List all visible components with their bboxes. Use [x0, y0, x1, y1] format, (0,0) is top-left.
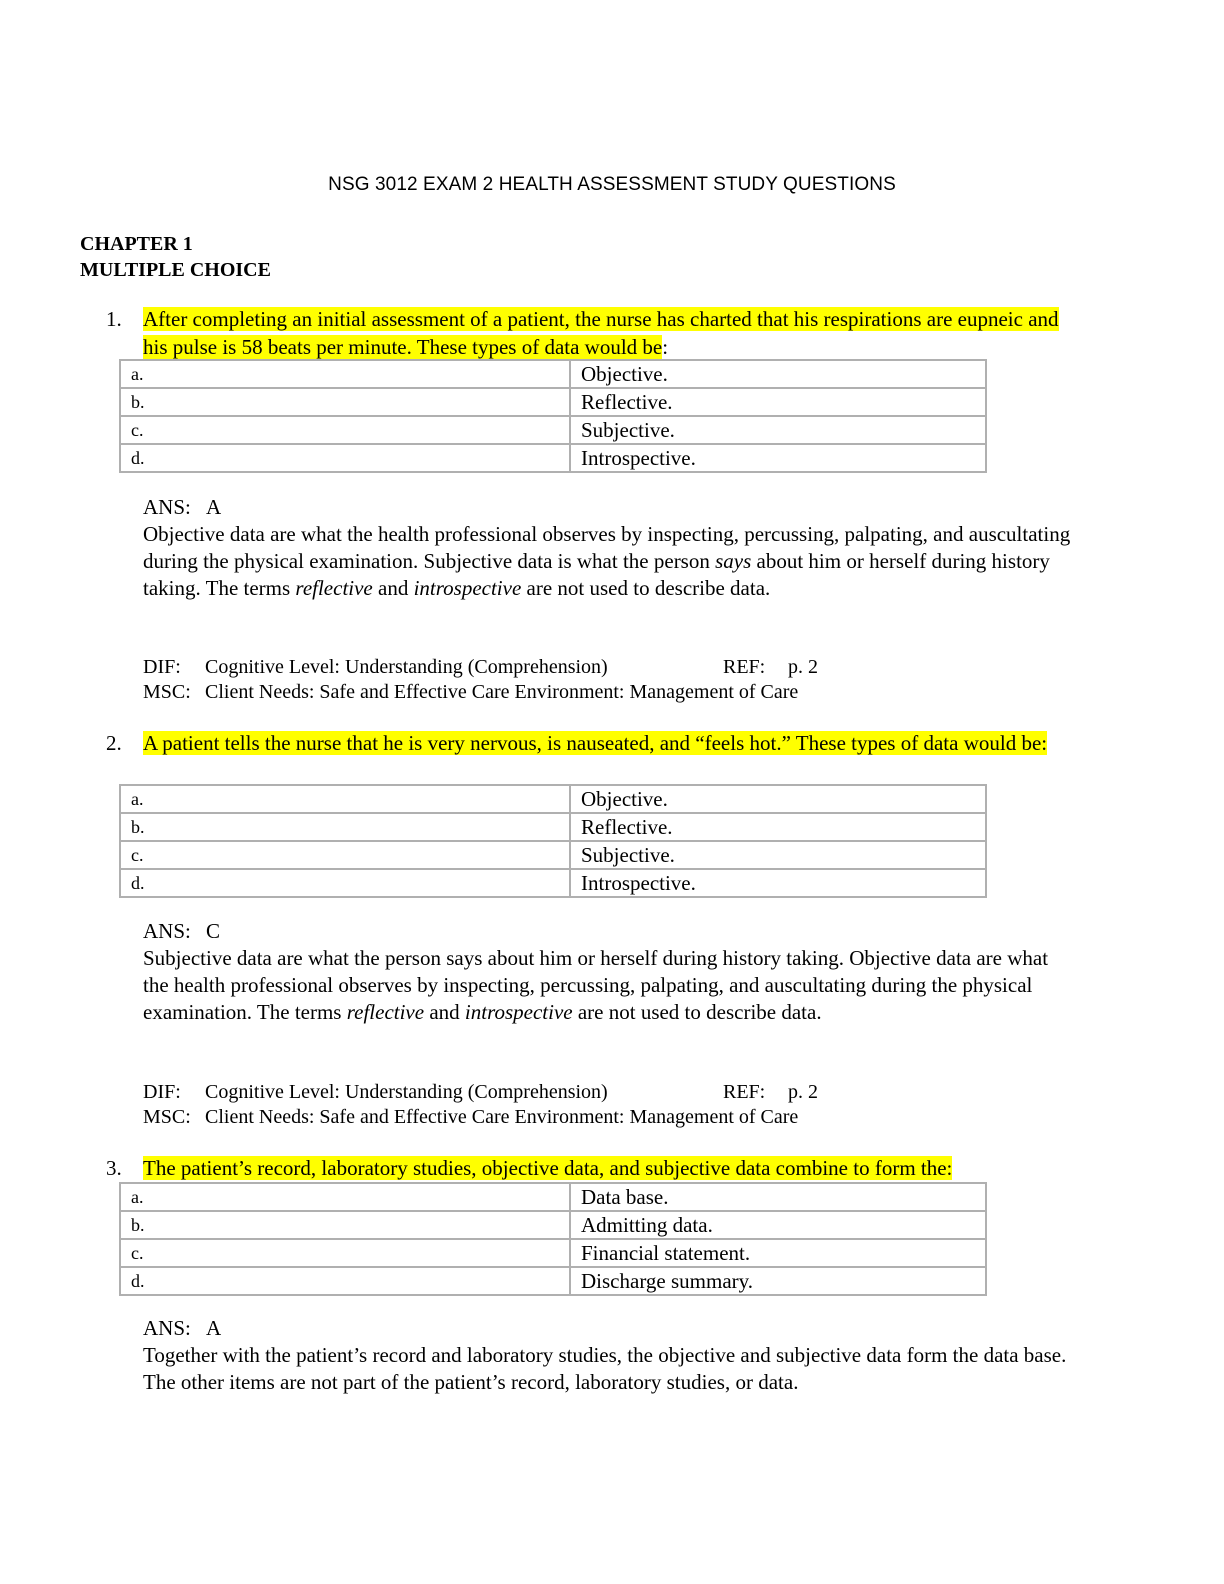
rationale-run: about him or herself during history taking. The terms — [143, 549, 1050, 600]
choice-letter: b. — [120, 813, 570, 841]
choice-row — [120, 444, 986, 472]
choice-text: Objective. — [570, 785, 986, 813]
choice-letter: a. — [120, 360, 570, 388]
choices-table-1 — [119, 359, 987, 473]
dif-row — [143, 1080, 1073, 1105]
choice-letter: c. — [120, 841, 570, 869]
msc-label: MSC: — [143, 681, 191, 703]
msc-value: Client Needs: Safe and Effective Care Environment: Management of Care — [205, 1106, 799, 1128]
choice-text: Subjective. — [570, 841, 986, 869]
answer-value: A — [206, 495, 222, 519]
choice-row — [120, 1211, 986, 1239]
highlighted-stem: A patient tells the nurse that he is very nervous, is nauseated, and “feels hot.” These types of data would be: — [143, 731, 1048, 755]
highlighted-stem: After completing an initial assessment of a patient, the nurse has charted that his respirations are eupneic and his pulse is 58 beats per minute. These types of data would be — [143, 307, 1059, 359]
section-title: MULTIPLE CHOICE — [80, 259, 271, 281]
rationale-run: Together with the patient’s record and laboratory studies, the objective and subjective data form the data base. The other items are not part of the patient’s record, laboratory studies, or data. — [143, 1343, 1067, 1394]
rationale-run: and — [372, 576, 414, 600]
choice-text: Admitting data. — [570, 1211, 986, 1239]
choices-table-2 — [119, 784, 987, 898]
choice-letter: d. — [120, 444, 570, 472]
choice-text: Data base. — [570, 1183, 986, 1211]
ref-label: REF: — [723, 1081, 766, 1103]
question-number: 2. — [106, 731, 122, 755]
document-title: NSG 3012 EXAM 2 HEALTH ASSESSMENT STUDY QUESTIONS — [328, 174, 896, 195]
highlighted-stem: The patient’s record, laboratory studies, objective data, and subjective data combine to form the: — [143, 1156, 953, 1180]
question-stem — [143, 1154, 1073, 1182]
dif-label: DIF: — [143, 1081, 181, 1103]
answer-block-3 — [143, 1315, 1073, 1396]
choice-letter: c. — [120, 416, 570, 444]
choices-table-3 — [119, 1182, 987, 1296]
choice-text: Introspective. — [570, 444, 986, 472]
question-number: 3. — [106, 1156, 122, 1180]
choice-text: Objective. — [570, 360, 986, 388]
rationale-run: and — [424, 1000, 465, 1024]
choice-letter: a. — [120, 1183, 570, 1211]
rationale-text — [143, 945, 1073, 1026]
ref-value: p. 2 — [788, 656, 818, 678]
answer-block-2 — [143, 918, 1073, 1026]
answer-label: ANS: — [143, 919, 191, 943]
msc-row — [143, 680, 1073, 705]
choice-letter: a. — [120, 785, 570, 813]
rationale-text — [143, 521, 1073, 602]
choice-text: Reflective. — [570, 813, 986, 841]
italic-term: says — [715, 549, 752, 573]
italic-term: introspective — [464, 1000, 573, 1024]
choice-row — [120, 1239, 986, 1267]
choice-text: Subjective. — [570, 416, 986, 444]
dif-row — [143, 655, 1073, 680]
choice-row — [120, 360, 986, 388]
choice-letter: b. — [120, 388, 570, 416]
choice-text: Reflective. — [570, 388, 986, 416]
ref-label: REF: — [723, 656, 766, 678]
answer-line — [143, 918, 1073, 945]
choice-row — [120, 416, 986, 444]
choice-letter: d. — [120, 1267, 570, 1295]
question-stem — [143, 729, 1073, 757]
choice-row — [120, 1183, 986, 1211]
answer-line — [143, 494, 1073, 521]
meta-block-1 — [143, 655, 1073, 705]
answer-label: ANS: — [143, 1316, 191, 1340]
chapter-title: CHAPTER 1 — [80, 233, 193, 255]
answer-block-1 — [143, 494, 1073, 602]
msc-row — [143, 1105, 1073, 1130]
choice-row — [120, 1267, 986, 1295]
msc-value: Client Needs: Safe and Effective Care Environment: Management of Care — [205, 681, 799, 703]
chapter-heading — [80, 231, 271, 283]
italic-term: reflective — [346, 1000, 425, 1024]
choice-letter: b. — [120, 1211, 570, 1239]
choice-letter: d. — [120, 869, 570, 897]
answer-value: A — [206, 1316, 222, 1340]
question-number: 1. — [106, 307, 122, 331]
ref-value: p. 2 — [788, 1081, 818, 1103]
msc-label: MSC: — [143, 1106, 191, 1128]
question-stem — [143, 305, 1073, 361]
choice-row — [120, 388, 986, 416]
choice-row — [120, 813, 986, 841]
choice-row — [120, 785, 986, 813]
answer-value: C — [206, 919, 221, 943]
rationale-run: are not used to describe data. — [572, 1000, 822, 1024]
dif-value: Cognitive Level: Understanding (Comprehension) — [205, 656, 608, 678]
answer-line — [143, 1315, 1073, 1342]
stem-tail: : — [662, 335, 669, 359]
rationale-run: are not used to describe data. — [521, 576, 771, 600]
rationale-text — [143, 1342, 1073, 1396]
answer-label: ANS: — [143, 495, 191, 519]
choice-letter: c. — [120, 1239, 570, 1267]
choice-text: Introspective. — [570, 869, 986, 897]
dif-label: DIF: — [143, 656, 181, 678]
meta-block-2 — [143, 1080, 1073, 1130]
choice-text: Financial statement. — [570, 1239, 986, 1267]
dif-value: Cognitive Level: Understanding (Comprehension) — [205, 1081, 608, 1103]
choice-text: Discharge summary. — [570, 1267, 986, 1295]
choice-row — [120, 841, 986, 869]
rationale-run: Objective data are what the health professional observes by inspecting, percussing, palpating, and auscultating during the physical examination. Subjective data is what the person — [143, 522, 1071, 573]
italic-term: introspective — [413, 576, 522, 600]
choice-row — [120, 869, 986, 897]
italic-term: reflective — [295, 576, 373, 600]
rationale-run: Subjective data are what the person says about him or herself during history taking. Objective data are what the health professional observes by inspecting, percussing, palpating, and auscultating during the physical examination. The terms — [143, 946, 1049, 1024]
